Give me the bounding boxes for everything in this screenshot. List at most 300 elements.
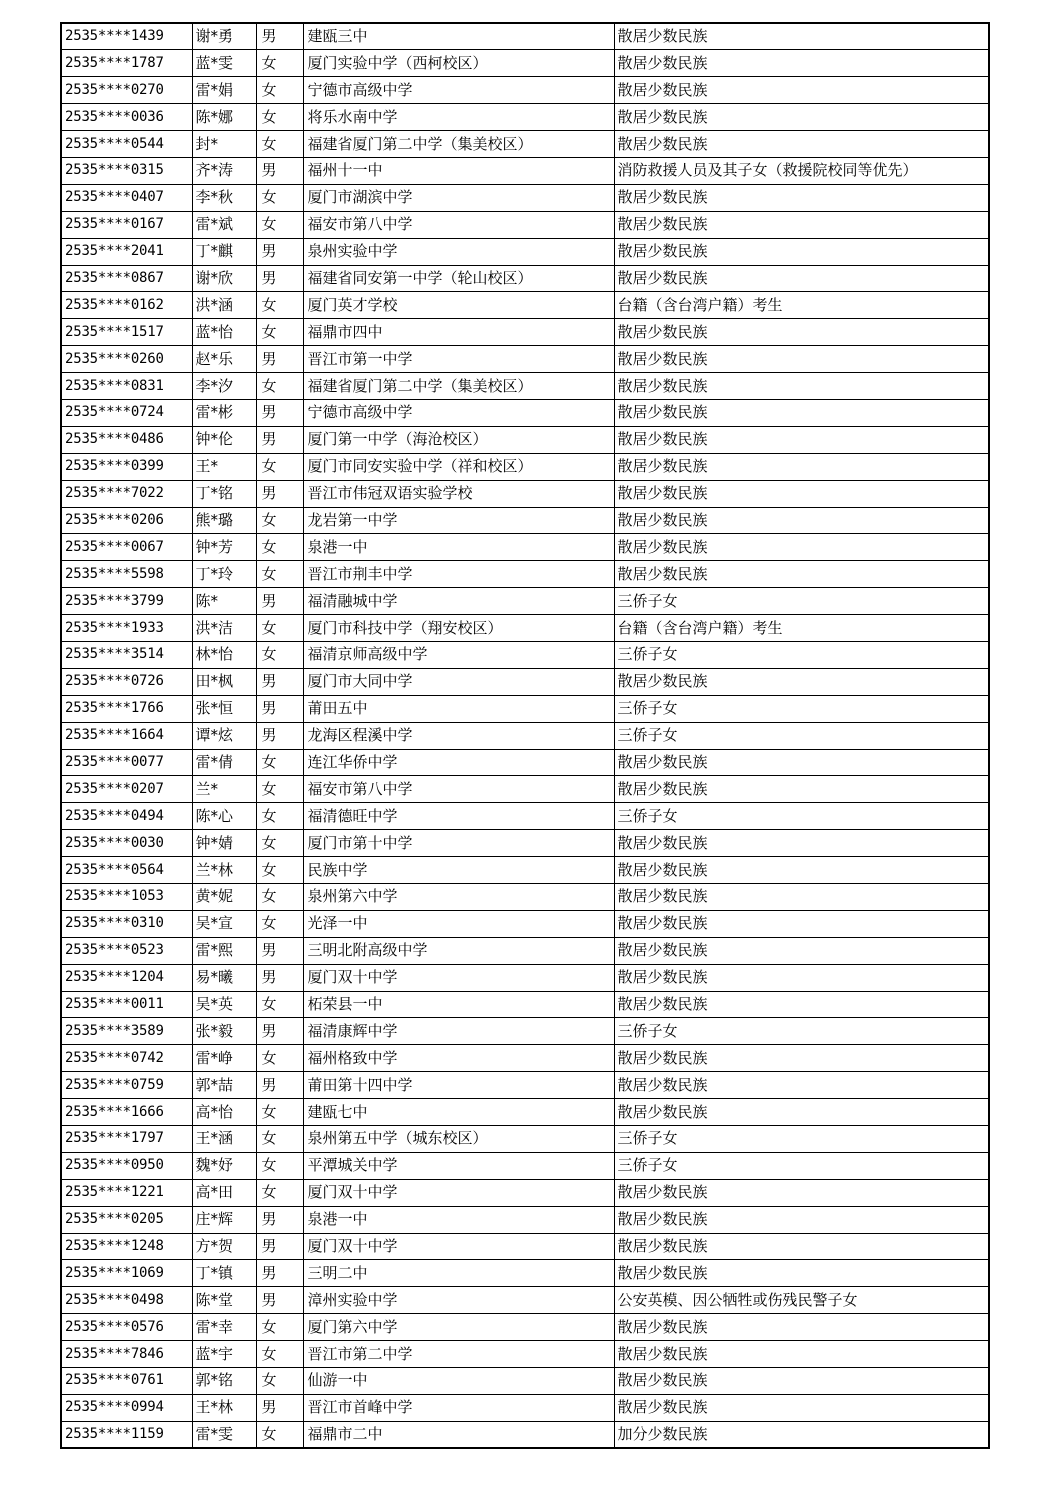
candidate-sex-cell: 男 xyxy=(256,480,303,507)
candidate-category-cell: 散居少数民族 xyxy=(614,910,989,937)
candidate-name-cell: 洪*涵 xyxy=(192,292,256,319)
candidate-category-cell: 散居少数民族 xyxy=(614,426,989,453)
table-row xyxy=(61,1099,989,1126)
candidate-id-cell: 2535****0011 xyxy=(61,991,192,1018)
document-page xyxy=(60,22,988,1449)
table-row xyxy=(61,1072,989,1099)
candidate-id-cell: 2535****0260 xyxy=(61,346,192,373)
candidate-school-cell: 宁德市高级中学 xyxy=(303,77,614,104)
candidate-id-cell: 2535****0494 xyxy=(61,803,192,830)
candidate-id-cell: 2535****0030 xyxy=(61,830,192,857)
table-row xyxy=(61,319,989,346)
candidate-school-cell: 泉州第六中学 xyxy=(303,884,614,911)
candidate-school-cell: 泉州第五中学（城东校区） xyxy=(303,1126,614,1153)
candidate-sex-cell: 男 xyxy=(256,964,303,991)
candidate-school-cell: 晋江市首峰中学 xyxy=(303,1394,614,1421)
candidate-name-cell: 兰* xyxy=(192,776,256,803)
candidate-sex-cell: 女 xyxy=(256,1341,303,1368)
candidate-id-cell: 2535****0867 xyxy=(61,265,192,292)
candidate-category-cell: 散居少数民族 xyxy=(614,319,989,346)
candidate-school-cell: 平潭城关中学 xyxy=(303,1152,614,1179)
candidate-school-cell: 福州十一中 xyxy=(303,157,614,184)
candidate-id-cell: 2535****0407 xyxy=(61,184,192,211)
candidate-category-cell: 散居少数民族 xyxy=(614,964,989,991)
candidate-id-cell: 2535****0205 xyxy=(61,1206,192,1233)
candidate-category-cell: 三侨子女 xyxy=(614,722,989,749)
table-row xyxy=(61,157,989,184)
candidate-school-cell: 福州格致中学 xyxy=(303,1045,614,1072)
table-row xyxy=(61,1206,989,1233)
candidate-name-cell: 雷*熙 xyxy=(192,937,256,964)
candidate-sex-cell: 女 xyxy=(256,77,303,104)
candidate-category-cell: 散居少数民族 xyxy=(614,1045,989,1072)
candidate-name-cell: 李*秋 xyxy=(192,184,256,211)
candidate-school-cell: 建瓯三中 xyxy=(303,23,614,50)
candidate-category-cell: 散居少数民族 xyxy=(614,668,989,695)
candidate-school-cell: 莆田五中 xyxy=(303,695,614,722)
candidate-school-cell: 厦门第一中学（海沧校区） xyxy=(303,426,614,453)
candidate-sex-cell: 男 xyxy=(256,426,303,453)
candidate-sex-cell: 女 xyxy=(256,803,303,830)
candidate-school-cell: 福建省厦门第二中学（集美校区） xyxy=(303,131,614,158)
candidate-id-cell: 2535****0498 xyxy=(61,1287,192,1314)
candidate-school-cell: 泉州实验中学 xyxy=(303,238,614,265)
table-row xyxy=(61,426,989,453)
table-row xyxy=(61,776,989,803)
candidate-name-cell: 方*贺 xyxy=(192,1233,256,1260)
candidate-id-cell: 2535****3799 xyxy=(61,588,192,615)
table-row xyxy=(61,104,989,131)
candidate-category-cell: 散居少数民族 xyxy=(614,50,989,77)
candidate-school-cell: 三明北附高级中学 xyxy=(303,937,614,964)
table-row xyxy=(61,1045,989,1072)
candidate-id-cell: 2535****0523 xyxy=(61,937,192,964)
candidate-id-cell: 2535****0486 xyxy=(61,426,192,453)
candidate-school-cell: 柘荣县一中 xyxy=(303,991,614,1018)
candidate-category-cell: 散居少数民族 xyxy=(614,561,989,588)
table-row xyxy=(61,265,989,292)
candidate-category-cell: 散居少数民族 xyxy=(614,23,989,50)
candidate-school-cell: 厦门市湖滨中学 xyxy=(303,184,614,211)
candidate-category-cell: 散居少数民族 xyxy=(614,776,989,803)
candidate-name-cell: 陈*心 xyxy=(192,803,256,830)
table-row xyxy=(61,1018,989,1045)
candidate-id-cell: 2535****3589 xyxy=(61,1018,192,1045)
table-row xyxy=(61,346,989,373)
candidate-id-cell: 2535****0831 xyxy=(61,373,192,400)
table-row xyxy=(61,1260,989,1287)
table-row xyxy=(61,1152,989,1179)
candidate-name-cell: 钟*婧 xyxy=(192,830,256,857)
candidate-id-cell: 2535****0564 xyxy=(61,857,192,884)
table-row xyxy=(61,615,989,642)
candidate-category-cell: 散居少数民族 xyxy=(614,507,989,534)
table-row xyxy=(61,561,989,588)
candidate-category-cell: 散居少数民族 xyxy=(614,830,989,857)
candidate-name-cell: 陈*堂 xyxy=(192,1287,256,1314)
candidate-id-cell: 2535****0077 xyxy=(61,749,192,776)
candidate-id-cell: 2535****7846 xyxy=(61,1341,192,1368)
candidate-category-cell: 散居少数民族 xyxy=(614,1394,989,1421)
table-row xyxy=(61,292,989,319)
candidate-sex-cell: 女 xyxy=(256,1045,303,1072)
candidate-id-cell: 2535****0576 xyxy=(61,1314,192,1341)
candidate-id-cell: 2535****0067 xyxy=(61,534,192,561)
candidate-school-cell: 将乐水南中学 xyxy=(303,104,614,131)
candidate-sex-cell: 女 xyxy=(256,830,303,857)
candidate-category-cell: 散居少数民族 xyxy=(614,1314,989,1341)
candidate-category-cell: 散居少数民族 xyxy=(614,399,989,426)
candidate-sex-cell: 女 xyxy=(256,534,303,561)
candidate-category-cell: 三侨子女 xyxy=(614,1152,989,1179)
candidate-name-cell: 陈*娜 xyxy=(192,104,256,131)
candidate-category-cell: 散居少数民族 xyxy=(614,857,989,884)
candidate-sex-cell: 男 xyxy=(256,1206,303,1233)
candidate-school-cell: 漳州实验中学 xyxy=(303,1287,614,1314)
candidate-school-cell: 宁德市高级中学 xyxy=(303,399,614,426)
candidate-category-cell: 散居少数民族 xyxy=(614,1099,989,1126)
table-row xyxy=(61,695,989,722)
candidate-category-cell: 散居少数民族 xyxy=(614,77,989,104)
candidate-category-cell: 散居少数民族 xyxy=(614,1260,989,1287)
candidate-name-cell: 封* xyxy=(192,131,256,158)
candidate-sex-cell: 男 xyxy=(256,668,303,695)
table-row xyxy=(61,131,989,158)
table-row xyxy=(61,830,989,857)
candidate-name-cell: 蓝*宇 xyxy=(192,1341,256,1368)
candidate-id-cell: 2535****0544 xyxy=(61,131,192,158)
candidate-category-cell: 散居少数民族 xyxy=(614,991,989,1018)
candidate-school-cell: 连江华侨中学 xyxy=(303,749,614,776)
candidate-category-cell: 散居少数民族 xyxy=(614,1368,989,1395)
candidate-sex-cell: 男 xyxy=(256,1287,303,1314)
candidate-school-cell: 建瓯七中 xyxy=(303,1099,614,1126)
candidate-name-cell: 张*恒 xyxy=(192,695,256,722)
candidate-category-cell: 散居少数民族 xyxy=(614,749,989,776)
candidate-category-cell: 散居少数民族 xyxy=(614,265,989,292)
candidate-sex-cell: 女 xyxy=(256,1126,303,1153)
candidate-sex-cell: 女 xyxy=(256,561,303,588)
candidate-sex-cell: 男 xyxy=(256,722,303,749)
table-row xyxy=(61,23,989,50)
roster-table xyxy=(60,22,990,1449)
table-row xyxy=(61,507,989,534)
candidate-school-cell: 福清京师高级中学 xyxy=(303,641,614,668)
candidate-name-cell: 陈* xyxy=(192,588,256,615)
candidate-sex-cell: 女 xyxy=(256,749,303,776)
candidate-category-cell: 三侨子女 xyxy=(614,588,989,615)
candidate-sex-cell: 女 xyxy=(256,641,303,668)
candidate-sex-cell: 女 xyxy=(256,453,303,480)
candidate-sex-cell: 男 xyxy=(256,588,303,615)
candidate-school-cell: 三明二中 xyxy=(303,1260,614,1287)
candidate-name-cell: 丁*镇 xyxy=(192,1260,256,1287)
table-row xyxy=(61,991,989,1018)
table-row xyxy=(61,964,989,991)
candidate-id-cell: 2535****3514 xyxy=(61,641,192,668)
candidate-id-cell: 2535****0950 xyxy=(61,1152,192,1179)
candidate-sex-cell: 女 xyxy=(256,615,303,642)
candidate-name-cell: 郭*铭 xyxy=(192,1368,256,1395)
candidate-name-cell: 雷*娟 xyxy=(192,77,256,104)
candidate-category-cell: 散居少数民族 xyxy=(614,211,989,238)
candidate-category-cell: 三侨子女 xyxy=(614,803,989,830)
candidate-category-cell: 散居少数民族 xyxy=(614,480,989,507)
table-row xyxy=(61,937,989,964)
candidate-id-cell: 2535****7022 xyxy=(61,480,192,507)
candidate-sex-cell: 男 xyxy=(256,1394,303,1421)
table-row xyxy=(61,1287,989,1314)
candidate-category-cell: 散居少数民族 xyxy=(614,238,989,265)
table-row xyxy=(61,668,989,695)
candidate-school-cell: 晋江市第一中学 xyxy=(303,346,614,373)
table-row xyxy=(61,803,989,830)
candidate-name-cell: 雷*彬 xyxy=(192,399,256,426)
candidate-sex-cell: 女 xyxy=(256,211,303,238)
candidate-school-cell: 厦门市第十中学 xyxy=(303,830,614,857)
candidate-sex-cell: 男 xyxy=(256,346,303,373)
candidate-name-cell: 林*怡 xyxy=(192,641,256,668)
candidate-name-cell: 高*怡 xyxy=(192,1099,256,1126)
candidate-name-cell: 雷*倩 xyxy=(192,749,256,776)
candidate-name-cell: 丁*麒 xyxy=(192,238,256,265)
candidate-name-cell: 齐*涛 xyxy=(192,157,256,184)
candidate-category-cell: 散居少数民族 xyxy=(614,1341,989,1368)
candidate-school-cell: 晋江市第二中学 xyxy=(303,1341,614,1368)
table-row xyxy=(61,722,989,749)
candidate-school-cell: 厦门市科技中学（翔安校区） xyxy=(303,615,614,642)
candidate-name-cell: 李*汐 xyxy=(192,373,256,400)
candidate-name-cell: 庄*辉 xyxy=(192,1206,256,1233)
candidate-name-cell: 王* xyxy=(192,453,256,480)
candidate-school-cell: 莆田第十四中学 xyxy=(303,1072,614,1099)
candidate-school-cell: 民族中学 xyxy=(303,857,614,884)
candidate-school-cell: 晋江市伟冠双语实验学校 xyxy=(303,480,614,507)
candidate-sex-cell: 女 xyxy=(256,1179,303,1206)
candidate-category-cell: 三侨子女 xyxy=(614,1018,989,1045)
table-row xyxy=(61,884,989,911)
table-row xyxy=(61,1421,989,1448)
candidate-sex-cell: 男 xyxy=(256,1233,303,1260)
candidate-id-cell: 2535****1248 xyxy=(61,1233,192,1260)
candidate-sex-cell: 男 xyxy=(256,1072,303,1099)
candidate-name-cell: 蓝*怡 xyxy=(192,319,256,346)
candidate-category-cell: 三侨子女 xyxy=(614,641,989,668)
table-row xyxy=(61,588,989,615)
candidate-sex-cell: 女 xyxy=(256,884,303,911)
candidate-name-cell: 张*毅 xyxy=(192,1018,256,1045)
table-row xyxy=(61,453,989,480)
table-row xyxy=(61,480,989,507)
candidate-id-cell: 2535****0270 xyxy=(61,77,192,104)
candidate-name-cell: 丁*铭 xyxy=(192,480,256,507)
candidate-category-cell: 散居少数民族 xyxy=(614,1206,989,1233)
table-row xyxy=(61,749,989,776)
candidate-sex-cell: 女 xyxy=(256,1421,303,1448)
candidate-category-cell: 散居少数民族 xyxy=(614,184,989,211)
table-row xyxy=(61,1233,989,1260)
candidate-name-cell: 高*田 xyxy=(192,1179,256,1206)
candidate-id-cell: 2535****1159 xyxy=(61,1421,192,1448)
candidate-id-cell: 2535****2041 xyxy=(61,238,192,265)
candidate-sex-cell: 男 xyxy=(256,1260,303,1287)
candidate-name-cell: 谭*炫 xyxy=(192,722,256,749)
candidate-sex-cell: 女 xyxy=(256,991,303,1018)
table-row xyxy=(61,641,989,668)
table-row xyxy=(61,399,989,426)
candidate-school-cell: 龙岩第一中学 xyxy=(303,507,614,534)
candidate-id-cell: 2535****1204 xyxy=(61,964,192,991)
candidate-sex-cell: 女 xyxy=(256,1368,303,1395)
table-row xyxy=(61,1126,989,1153)
candidate-sex-cell: 男 xyxy=(256,399,303,426)
candidate-school-cell: 福鼎市二中 xyxy=(303,1421,614,1448)
candidate-id-cell: 2535****1221 xyxy=(61,1179,192,1206)
candidate-category-cell: 散居少数民族 xyxy=(614,373,989,400)
candidate-sex-cell: 女 xyxy=(256,184,303,211)
candidate-name-cell: 熊*璐 xyxy=(192,507,256,534)
candidate-sex-cell: 女 xyxy=(256,857,303,884)
candidate-id-cell: 2535****1664 xyxy=(61,722,192,749)
table-row xyxy=(61,534,989,561)
candidate-sex-cell: 女 xyxy=(256,319,303,346)
candidate-sex-cell: 男 xyxy=(256,265,303,292)
table-row xyxy=(61,1341,989,1368)
candidate-id-cell: 2535****0206 xyxy=(61,507,192,534)
candidate-name-cell: 王*林 xyxy=(192,1394,256,1421)
candidate-name-cell: 雷*峥 xyxy=(192,1045,256,1072)
candidate-name-cell: 谢*勇 xyxy=(192,23,256,50)
candidate-id-cell: 2535****1666 xyxy=(61,1099,192,1126)
candidate-id-cell: 2535****1439 xyxy=(61,23,192,50)
candidate-school-cell: 厦门英才学校 xyxy=(303,292,614,319)
candidate-school-cell: 厦门双十中学 xyxy=(303,1233,614,1260)
candidate-school-cell: 福清融城中学 xyxy=(303,588,614,615)
candidate-sex-cell: 女 xyxy=(256,1314,303,1341)
candidate-sex-cell: 女 xyxy=(256,910,303,937)
candidate-school-cell: 福清康辉中学 xyxy=(303,1018,614,1045)
candidate-category-cell: 散居少数民族 xyxy=(614,131,989,158)
candidate-category-cell: 加分少数民族 xyxy=(614,1421,989,1448)
candidate-name-cell: 魏*妤 xyxy=(192,1152,256,1179)
candidate-id-cell: 2535****0761 xyxy=(61,1368,192,1395)
candidate-school-cell: 福建省厦门第二中学（集美校区） xyxy=(303,373,614,400)
candidate-sex-cell: 女 xyxy=(256,131,303,158)
candidate-id-cell: 2535****1933 xyxy=(61,615,192,642)
candidate-name-cell: 雷*斌 xyxy=(192,211,256,238)
candidate-category-cell: 散居少数民族 xyxy=(614,346,989,373)
candidate-sex-cell: 女 xyxy=(256,104,303,131)
candidate-id-cell: 2535****0036 xyxy=(61,104,192,131)
candidate-category-cell: 散居少数民族 xyxy=(614,884,989,911)
table-row xyxy=(61,184,989,211)
table-row xyxy=(61,857,989,884)
candidate-id-cell: 2535****1766 xyxy=(61,695,192,722)
candidate-name-cell: 吴*英 xyxy=(192,991,256,1018)
candidate-id-cell: 2535****1517 xyxy=(61,319,192,346)
table-row xyxy=(61,1394,989,1421)
candidate-id-cell: 2535****0167 xyxy=(61,211,192,238)
candidate-sex-cell: 女 xyxy=(256,1152,303,1179)
candidate-name-cell: 吴*宣 xyxy=(192,910,256,937)
candidate-school-cell: 福清德旺中学 xyxy=(303,803,614,830)
candidate-sex-cell: 男 xyxy=(256,695,303,722)
candidate-id-cell: 2535****0310 xyxy=(61,910,192,937)
table-row xyxy=(61,1368,989,1395)
candidate-id-cell: 2535****0315 xyxy=(61,157,192,184)
candidate-school-cell: 光泽一中 xyxy=(303,910,614,937)
table-row xyxy=(61,910,989,937)
candidate-id-cell: 2535****0742 xyxy=(61,1045,192,1072)
candidate-category-cell: 散居少数民族 xyxy=(614,1179,989,1206)
candidate-id-cell: 2535****0759 xyxy=(61,1072,192,1099)
candidate-category-cell: 散居少数民族 xyxy=(614,937,989,964)
candidate-name-cell: 田*枫 xyxy=(192,668,256,695)
candidate-school-cell: 福安市第八中学 xyxy=(303,776,614,803)
table-row xyxy=(61,238,989,265)
candidate-name-cell: 王*涵 xyxy=(192,1126,256,1153)
candidate-id-cell: 2535****0726 xyxy=(61,668,192,695)
candidate-name-cell: 易*曦 xyxy=(192,964,256,991)
candidate-name-cell: 钟*伦 xyxy=(192,426,256,453)
candidate-id-cell: 2535****1787 xyxy=(61,50,192,77)
candidate-school-cell: 泉港一中 xyxy=(303,1206,614,1233)
candidate-id-cell: 2535****0399 xyxy=(61,453,192,480)
candidate-school-cell: 泉港一中 xyxy=(303,534,614,561)
candidate-sex-cell: 女 xyxy=(256,292,303,319)
candidate-id-cell: 2535****1053 xyxy=(61,884,192,911)
candidate-category-cell: 消防救援人员及其子女（救援院校同等优先） xyxy=(614,157,989,184)
candidate-name-cell: 洪*洁 xyxy=(192,615,256,642)
candidate-category-cell: 公安英模、因公牺牲或伤残民警子女 xyxy=(614,1287,989,1314)
candidate-sex-cell: 女 xyxy=(256,1099,303,1126)
candidate-id-cell: 2535****0162 xyxy=(61,292,192,319)
candidate-sex-cell: 男 xyxy=(256,1018,303,1045)
candidate-school-cell: 厦门市大同中学 xyxy=(303,668,614,695)
candidate-name-cell: 钟*芳 xyxy=(192,534,256,561)
candidate-name-cell: 雷*幸 xyxy=(192,1314,256,1341)
candidate-id-cell: 2535****5598 xyxy=(61,561,192,588)
candidate-name-cell: 黄*妮 xyxy=(192,884,256,911)
candidate-sex-cell: 男 xyxy=(256,23,303,50)
candidate-sex-cell: 女 xyxy=(256,50,303,77)
roster-table-body xyxy=(61,23,989,1448)
candidate-sex-cell: 男 xyxy=(256,238,303,265)
candidate-school-cell: 仙游一中 xyxy=(303,1368,614,1395)
candidate-school-cell: 厦门第六中学 xyxy=(303,1314,614,1341)
candidate-category-cell: 三侨子女 xyxy=(614,1126,989,1153)
candidate-name-cell: 丁*玲 xyxy=(192,561,256,588)
candidate-name-cell: 谢*欣 xyxy=(192,265,256,292)
candidate-name-cell: 赵*乐 xyxy=(192,346,256,373)
candidate-name-cell: 兰*林 xyxy=(192,857,256,884)
candidate-category-cell: 散居少数民族 xyxy=(614,534,989,561)
candidate-id-cell: 2535****1069 xyxy=(61,1260,192,1287)
candidate-category-cell: 散居少数民族 xyxy=(614,453,989,480)
candidate-id-cell: 2535****0724 xyxy=(61,399,192,426)
candidate-name-cell: 郭*喆 xyxy=(192,1072,256,1099)
candidate-sex-cell: 男 xyxy=(256,937,303,964)
candidate-sex-cell: 男 xyxy=(256,157,303,184)
candidate-school-cell: 福鼎市四中 xyxy=(303,319,614,346)
candidate-sex-cell: 女 xyxy=(256,776,303,803)
candidate-sex-cell: 女 xyxy=(256,507,303,534)
candidate-school-cell: 福安市第八中学 xyxy=(303,211,614,238)
candidate-school-cell: 厦门双十中学 xyxy=(303,964,614,991)
candidate-sex-cell: 女 xyxy=(256,373,303,400)
table-row xyxy=(61,1314,989,1341)
candidate-id-cell: 2535****1797 xyxy=(61,1126,192,1153)
